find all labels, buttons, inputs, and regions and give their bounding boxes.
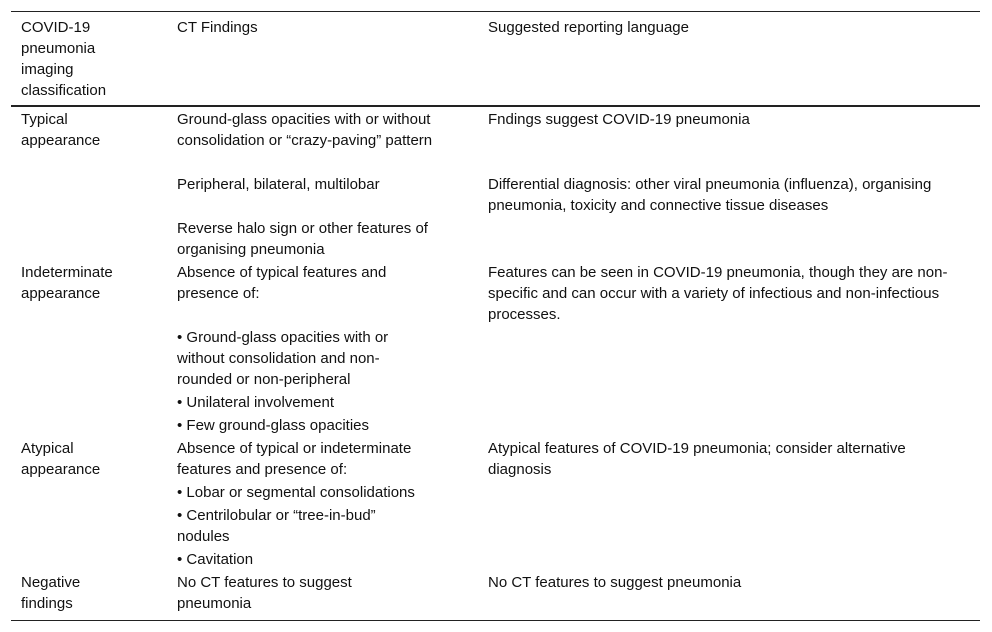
row-indeterminate-finding-1: Absence of typical features and presence of: <box>177 264 387 302</box>
row-atypical-finding-2: • Lobar or segmental consolidations <box>177 484 415 501</box>
row-atypical-finding-1: Absence of typical or indeterminate features and presence of: <box>177 440 412 478</box>
row-typical-reporting-1: Fndings suggest COVID-19 pneumonia <box>488 111 750 128</box>
row-atypical-classification: Atypical appearance <box>21 440 101 478</box>
row-indeterminate-finding-2: • Ground-glass opacities with or without consolidation and non-rounded or non-peripheral <box>177 329 389 388</box>
header-reporting-language: Suggested reporting language <box>488 19 689 36</box>
table-top-rule <box>11 11 980 12</box>
header-ct-findings: CT Findings <box>177 19 258 36</box>
row-indeterminate-classification: Indeterminate appearance <box>21 264 113 302</box>
row-negative-reporting-1: No CT features to suggest pneumonia <box>488 574 742 591</box>
row-typical-finding-2: Peripheral, bilateral, multilobar <box>177 176 380 193</box>
row-indeterminate-reporting-1: Features can be seen in COVID-19 pneumonia, though they are non-specific and can occur with a variety of infectious and non-infectious processes. <box>488 264 948 323</box>
row-typical-classification: Typical appearance <box>21 111 101 149</box>
row-typical-reporting-2: Differential diagnosis: other viral pneumonia (influenza), organising pneumonia, toxicity and connective tissue diseases <box>488 176 932 214</box>
row-atypical-finding-4: • Cavitation <box>177 551 254 568</box>
table-bottom-rule <box>11 620 980 621</box>
header-classification: COVID-19 pneumonia imaging classification <box>21 19 107 99</box>
row-negative-finding-1: No CT features to suggest pneumonia <box>177 574 352 612</box>
row-atypical-finding-3: • Centrilobular or “tree-in-bud” nodules <box>177 507 376 545</box>
row-negative-classification: Negative findings <box>21 574 81 612</box>
row-atypical-reporting-1: Atypical features of COVID-19 pneumonia; consider alternative diagnosis <box>488 440 906 478</box>
row-typical-finding-3: Reverse halo sign or other features of organising pneumonia <box>177 220 428 258</box>
row-typical-finding-1: Ground-glass opacities with or without consolidation or “crazy-paving” pattern <box>177 111 433 149</box>
header-divider <box>11 105 980 107</box>
row-indeterminate-finding-4: • Few ground-glass opacities <box>177 417 370 434</box>
row-indeterminate-finding-3: • Unilateral involvement <box>177 394 334 411</box>
